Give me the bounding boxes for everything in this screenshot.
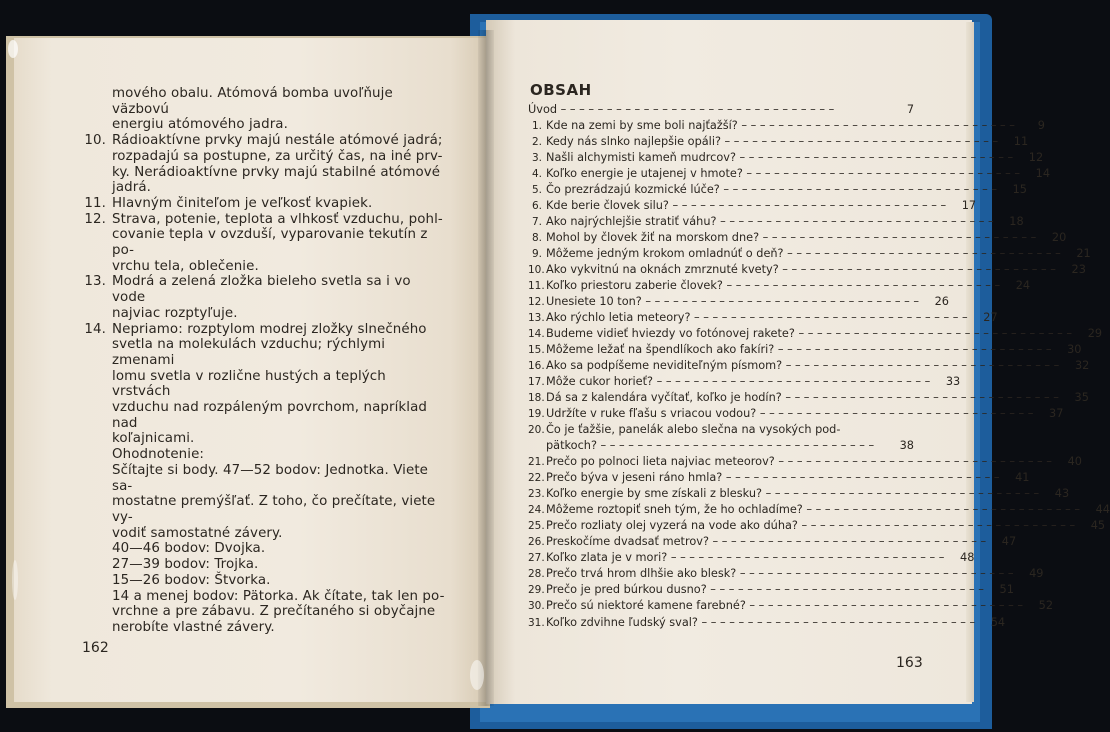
toc-entry-page: 20	[1051, 231, 1067, 245]
toc-entry	[528, 326, 1103, 342]
toc-entry-page: 29	[1087, 327, 1103, 341]
toc-entry-number: 8.	[531, 232, 542, 245]
toc-entry-number: 22.	[528, 472, 545, 485]
toc-entry-title-text: Mohol by človek žiť na morskom dne?	[546, 231, 760, 245]
toc-entry-title	[546, 262, 1056, 278]
toc-entry-page: 40	[1067, 455, 1082, 469]
toc-entry	[528, 198, 977, 214]
toc-leader-dashes: – – – – – – – – – – – – – – – – – – – – – – – – – – – – – –	[794, 327, 1073, 341]
toc-entry-title	[546, 230, 1036, 246]
toc-entry-number: 26.	[528, 536, 545, 549]
toc-leader-dashes: – – – – – – – – – – – – – – – – – – – – – – – – – – – – – –	[782, 359, 1060, 373]
toc-leader-dashes: – – – – – – – – – – – – – – – – – – – – – – – – – – – – – –	[557, 103, 835, 116]
toc-entry	[528, 406, 1064, 422]
toc-entry-title-text: Koľko priestoru zaberie človek?	[546, 279, 723, 293]
toc-entry-page: 35	[1074, 391, 1089, 405]
toc-entry	[528, 438, 914, 454]
toc-leader-dashes: – – – – – – – – – – – – – – – – – – – – – – – – – – – – – –	[653, 375, 931, 389]
toc-title: OBSAH	[530, 81, 592, 99]
toc-entry-number: 28.	[528, 568, 545, 581]
book-gutter	[478, 30, 494, 706]
toc-entry	[528, 422, 914, 438]
toc-entry-title-text: Prečo je pred búrkou dusno?	[546, 583, 707, 597]
toc-entry-title-text: Ako rýchlo letia meteory?	[546, 311, 691, 325]
toc-entry-title-text: Dá sa z kalendára vyčítať, koľko je hodín?	[546, 391, 782, 405]
toc-entry-number: 27.	[528, 552, 545, 565]
toc-entry-title	[546, 582, 984, 598]
toc-leader-dashes: – – – – – – – – – – – – – – – – – – – – – – – – – – – – – –	[781, 391, 1059, 405]
answer-item	[76, 196, 446, 212]
toc-leader-dashes: – – – – – – – – – – – – – – – – – – – – – – – – – – – – – –	[722, 279, 1001, 293]
toc-entry-number: 23.	[528, 488, 545, 501]
toc-entry-title-text: Udržíte v ruke fľašu s vriacou vodou?	[546, 407, 757, 421]
toc-entry-title-text: Môžeme jedným krokom omladnúť o deň?	[546, 247, 784, 261]
toc-entry-title	[546, 326, 1072, 342]
page-number-left: 162	[82, 640, 109, 656]
toc-entry-page: 43	[1054, 487, 1070, 501]
toc-leader-dashes: – – – – – – – – – – – – – – – – – – – – – – – – – – – – – –	[742, 167, 1021, 181]
toc-entry-page: 38	[899, 439, 914, 453]
toc-entry-title-text: Ako najrýchlejšie stratiť váhu?	[546, 215, 717, 229]
toc-entry-number: 21.	[528, 456, 545, 469]
toc-leader-dashes: – – – – – – – – – – – – – – – – – – – – – – – – – – – – – –	[735, 151, 1014, 165]
toc-entry-title-text: Ako sa podpíšeme neviditeľným písmom?	[546, 359, 783, 373]
answer-number: 14.	[84, 321, 106, 337]
answer-list	[76, 133, 446, 447]
toc-entry-title	[546, 118, 1015, 134]
toc-entry-title	[546, 198, 946, 214]
toc-leader-dashes: – – – – – – – – – – – – – – – – – – – – – – – – – – – – – –	[697, 615, 976, 629]
toc-entry-number: 7.	[531, 216, 542, 229]
toc-entry	[528, 582, 1014, 598]
toc-leader-dashes: – – – – – – – – – – – – – – – – – – – – – – – – – – – – – –	[774, 455, 1052, 469]
answer-text: Hlavným činiteľom je veľkosť kvapiek.	[112, 195, 373, 211]
toc-entry	[528, 615, 1006, 631]
toc-entry-title	[546, 166, 1020, 182]
answer-item	[76, 274, 446, 321]
toc-entry-title	[546, 310, 968, 326]
toc-entry-page: 26	[934, 295, 949, 309]
toc-entry-title-text: Ako vykvitnú na oknách zmrznuté kvety?	[546, 263, 779, 277]
toc-leader-dashes: – – – – – – – – – – – – – – – – – – – – – – – – – – – – – –	[596, 439, 875, 453]
toc-entry-number: 4.	[531, 168, 542, 181]
toc-entry-page: 48	[960, 551, 975, 565]
toc-entry-page: 49	[1029, 567, 1044, 581]
toc-entry-title	[546, 534, 986, 550]
toc-entry-title-text: Prečo rozliaty olej vyzerá na vode ako dúha?	[546, 519, 798, 533]
toc-entry-title	[546, 438, 884, 454]
answer-number: 12.	[84, 211, 106, 227]
toc-entry-title-text: Unesiete 10 ton?	[546, 295, 642, 309]
toc-entry-number: 1.	[531, 120, 542, 133]
answer-number: 10.	[84, 133, 106, 149]
toc-entry-page: 11	[1013, 135, 1029, 149]
toc-entry-number: 12.	[528, 296, 545, 309]
toc-entry-title	[546, 150, 1013, 166]
toc-entry-title-text: Čo je ťažšie, panelák alebo slečna na vysokých pod-	[546, 423, 841, 437]
toc-leader-dashes: – – – – – – – – – – – – – – – – – – – – – – – – – – – – – –	[719, 183, 997, 197]
toc-entry-page: 32	[1074, 359, 1090, 373]
answer-text: Rádioaktívne prvky majú nestále atómové jadrá; rozpadajú sa postupne, za určitý čas, na iné prv- ky. Nerádioaktívne prvky majú stabilné atómové jadrá.	[112, 133, 443, 196]
toc-entry-title-text: Koľko zlata je v mori?	[546, 551, 668, 565]
answer-item	[76, 212, 446, 275]
toc-entry-title	[546, 134, 998, 150]
toc-entry	[528, 134, 1029, 150]
answer-number: 11.	[84, 195, 106, 211]
toc-entry-title-text: Môžeme roztopiť sneh tým, že ho ochladíme?	[546, 503, 803, 517]
toc-entry-number: 3.	[531, 152, 542, 165]
toc-entry-title	[546, 406, 1033, 422]
toc-entry-page: 9	[1037, 119, 1045, 133]
toc-entry-number: 10.	[528, 264, 545, 277]
toc-entry	[528, 150, 1044, 166]
toc-entry	[528, 342, 1082, 358]
toc-entry-title	[546, 342, 1051, 358]
toc-entry-page: 18	[1009, 215, 1024, 229]
toc-entry-title	[546, 374, 930, 390]
toc-entry-title	[546, 550, 944, 566]
toc-entry-title	[546, 518, 1075, 534]
toc-entry	[528, 390, 1089, 406]
answer-text: Strava, potenie, teplota a vlhkosť vzduchu, pohl- covanie tepla v ovzduší, vyparovanie tekutín z po- vrchu tela, oblečenie.	[112, 211, 443, 274]
toc-entry-title-text: Kde berie človek silu?	[546, 199, 669, 213]
toc-leader-dashes: – – – – – – – – – – – – – – – – – – – – – – – – – – – – – –	[722, 471, 1000, 485]
toc-entry	[528, 118, 1045, 134]
toc-entry	[528, 310, 998, 326]
toc-entry-number: 19.	[528, 408, 545, 421]
toc-entry	[528, 166, 1051, 182]
toc-entry-title-text: Koľko zdvihne ľudský sval?	[546, 615, 698, 629]
answer-item	[76, 133, 446, 196]
toc-entry	[528, 598, 1054, 614]
toc-leader-dashes: – – – – – – – – – – – – – – – – – – – – – – – – – – – – – –	[737, 119, 1015, 133]
toc-entry-page: 37	[1049, 407, 1064, 421]
toc-entry	[528, 294, 949, 310]
toc-entry-page: 24	[1015, 279, 1031, 293]
toc-entry-title	[546, 214, 994, 230]
toc-entry-page: 23	[1071, 263, 1086, 277]
toc-entry-number: 15.	[528, 344, 545, 357]
toc-entry-title	[546, 422, 884, 438]
toc-entry-page: 14	[1035, 167, 1051, 181]
toc-entry-title-text: Prečo býva v jeseni ráno hmla?	[546, 471, 723, 485]
toc-leader-dashes: – – – – – – – – – – – – – – – – – – – – – – – – – – – – – –	[759, 231, 1037, 245]
toc-entry-page	[884, 422, 914, 438]
toc-leader-dashes: – – – – – – – – – – – – – – – – – – – – – – – – – – – – – –	[802, 503, 1080, 517]
worn-spot	[8, 40, 18, 58]
toc-entry-title	[546, 486, 1039, 502]
toc-entry	[528, 230, 1067, 246]
toc-entry-title	[546, 615, 975, 631]
toc-entry-title	[546, 598, 1023, 614]
toc-entry	[528, 278, 1031, 294]
toc-entry-page: 15	[1012, 183, 1027, 197]
toc-leader-dashes: – – – – – – – – – – – – – – – – – – – – – – – – – – – – – –	[745, 599, 1024, 613]
toc-entry-page: 17	[961, 199, 977, 213]
toc-entry-title-text: pätkoch?	[546, 439, 597, 453]
toc-leader-dashes: – – – – – – – – – – – – – – – – – – – – – – – – – – – – – –	[736, 567, 1014, 581]
toc-entry-page: 44	[1095, 503, 1110, 517]
toc-entry	[528, 214, 1024, 230]
toc-entry-number: 11.	[528, 280, 545, 293]
toc-entry-page: 12	[1028, 151, 1044, 165]
toc-entry-page: 41	[1015, 471, 1030, 485]
toc-entry-title-text: Našli alchymisti kameň mudrcov?	[546, 151, 736, 165]
toc-entry-number: 18.	[528, 392, 545, 405]
toc-entry	[528, 262, 1086, 278]
toc-entry	[528, 566, 1044, 582]
toc-leader-dashes: – – – – – – – – – – – – – – – – – – – – – – – – – – – – – –	[778, 263, 1056, 277]
toc-entry-title-text: Prečo sú niektoré kamene farebné?	[546, 599, 746, 613]
toc-entry-number: 30.	[528, 600, 545, 613]
toc-entry-title	[546, 182, 997, 198]
left-page-text	[76, 86, 446, 636]
toc-entry-page: 21	[1076, 247, 1091, 261]
table-of-contents	[528, 102, 1110, 631]
toc-leader-dashes: – – – – – – – – – – – – – – – – – – – – – – – – – – – – – –	[708, 535, 987, 549]
toc-entry-page: 45	[1090, 519, 1106, 533]
toc-entry	[528, 454, 1082, 470]
answer-text: Nepriamo: rozptylom modrej zložky slnečného svetla na molekulách vzduchu; rýchlymi zmenami lomu svetla v rozlične hustých a teplých vrstvách vzduchu nad rozpáleným povrchom, napríklad nad koľajnicami.	[112, 321, 428, 447]
toc-leader-dashes: – – – – – – – – – – – – – – – – – – – – – – – – – – – – – –	[706, 583, 984, 597]
toc-entry-page: 33	[945, 375, 961, 389]
answer-number: 13.	[84, 274, 106, 290]
toc-entry	[528, 534, 1017, 550]
toc-entry-title	[546, 390, 1059, 406]
toc-entry-title-text: Kde na zemi by sme boli najťažší?	[546, 119, 738, 133]
toc-entry-title-text: Kedy nás slnko najlepšie opáli?	[546, 135, 721, 149]
toc-entry	[528, 550, 975, 566]
toc-entry-title	[546, 502, 1080, 518]
answer-text: Modrá a zelená zložka bieleho svetla sa i vo vode najviac rozptyľuje.	[112, 274, 411, 321]
toc-entry-title	[546, 294, 919, 310]
toc-entry	[528, 502, 1110, 518]
toc-entry-number: 25.	[528, 520, 545, 533]
toc-entry	[528, 246, 1091, 262]
toc-entry-number	[528, 438, 546, 454]
toc-entry-title-text: Budeme vidieť hviezdy vo fotónovej rakete?	[546, 327, 795, 341]
toc-entry-page: 51	[999, 583, 1014, 597]
toc-leader-dashes: – – – – – – – – – – – – – – – – – – – – – – – – – – – – – –	[716, 215, 994, 229]
toc-entry-number: 29.	[528, 584, 545, 597]
toc-entry-title-text: Koľko energie je utajenej v hmote?	[546, 167, 743, 181]
worn-spot	[12, 560, 18, 600]
toc-leader-dashes: – – – – – – – – – – – – – – – – – – – – – – – – – – – – – –	[783, 247, 1061, 261]
toc-entry-title-text: Môže cukor horieť?	[546, 375, 654, 389]
toc-entry-page: 52	[1038, 599, 1054, 613]
toc-entry	[528, 470, 1030, 486]
toc-entry-title-text: Prečo po polnoci lieta najviac meteorov?	[546, 455, 775, 469]
toc-leader-dashes: – – – – – – – – – – – – – – – – – – – – – – – – – – – – – –	[667, 551, 945, 565]
toc-entry-title-text: Čo prezrádzajú kozmické lúče?	[546, 183, 720, 197]
toc-leader-dashes: – – – – – – – – – – – – – – – – – – – – – – – – – – – – – –	[761, 487, 1040, 501]
toc-leader-dashes: – – – – – – – – – – – – – – – – – – – – – – – – – – – – – –	[774, 343, 1052, 357]
toc-leader-dashes: – – – – – – – – – – – – – – – – – – – – – – – – – – – – – –	[690, 311, 968, 325]
toc-entry-page: 30	[1067, 343, 1082, 357]
toc-entry-number: 2.	[531, 136, 542, 149]
toc-entry-title-text: Môžeme ležať na špendlíkoch ako fakíri?	[546, 343, 775, 357]
toc-entry-number: 14.	[528, 328, 545, 341]
toc-entry	[528, 102, 914, 118]
toc-entry-title-text: Prečo trvá hrom dlhšie ako blesk?	[546, 567, 737, 581]
toc-entry-number: 6.	[531, 200, 542, 213]
toc-entry-title	[546, 470, 999, 486]
toc-entry	[528, 486, 1070, 502]
toc-entry-title-text: Úvod	[528, 103, 558, 116]
toc-entry-title-text: Koľko energie by sme získali z blesku?	[546, 487, 762, 501]
toc-entry-page: 7	[906, 103, 914, 116]
toc-entry-page: 47	[1001, 535, 1017, 549]
toc-entry-title	[546, 454, 1052, 470]
page-number-right: 163	[896, 655, 923, 671]
toc-leader-dashes: – – – – – – – – – – – – – – – – – – – – – – – – – – – – – –	[668, 199, 947, 213]
answer-item	[76, 322, 446, 448]
toc-entry	[528, 358, 1090, 374]
toc-entry-number: 13.	[528, 312, 545, 325]
toc-entry-title-text: Preskočíme dvadsať metrov?	[546, 535, 709, 549]
toc-leader-dashes: – – – – – – – – – – – – – – – – – – – – – – – – – – – – – –	[641, 295, 919, 309]
toc-entry	[528, 374, 961, 390]
toc-entry	[528, 518, 1106, 534]
toc-entry-title	[546, 566, 1013, 582]
toc-entry-number: 16.	[528, 360, 545, 373]
toc-entry-page: 54	[990, 615, 1006, 629]
toc-entry-title	[546, 278, 1000, 294]
worn-spot	[470, 660, 484, 690]
toc-entry-number: 5.	[531, 184, 542, 197]
toc-entry-number: 9.	[531, 248, 542, 261]
toc-leader-dashes: – – – – – – – – – – – – – – – – – – – – – – – – – – – – – –	[720, 135, 999, 149]
toc-leader-dashes: – – – – – – – – – – – – – – – – – – – – – – – – – – – – – –	[797, 519, 1076, 533]
toc-entry-title	[546, 246, 1061, 262]
continued-answer: mového obalu. Atómová bomba uvoľňuje väzbovú energiu atómového jadra.	[112, 86, 393, 133]
toc-entry-title	[528, 102, 884, 118]
toc-entry-number: 31.	[528, 616, 545, 629]
evaluation-section: Ohodnotenie: Sčítajte si body. 47—52 bodov: Jednotka. Viete sa- mostatne premýšľať. Z toho, čo prečítate, viete vy- vodiť samostatné závery. 40—46 bodov: Dvojka. 27—39 bodov: Trojka. 15—26 bodov: Štvorka. 14 a menej bodov: Pätorka. Ak čítate, tak len po- vrchne a pre zábavu. Z prečítaného si obyčajne nerobíte vlastné závery.	[112, 447, 445, 635]
toc-entry-number: 24.	[528, 504, 545, 517]
toc-entry-page: 27	[983, 311, 998, 325]
toc-entry-title	[546, 358, 1059, 374]
toc-entry	[528, 182, 1027, 198]
toc-entry-number: 17.	[528, 376, 545, 389]
toc-entry-number: 20.	[528, 424, 545, 437]
toc-leader-dashes: – – – – – – – – – – – – – – – – – – – – – – – – – – – – – –	[756, 407, 1034, 421]
